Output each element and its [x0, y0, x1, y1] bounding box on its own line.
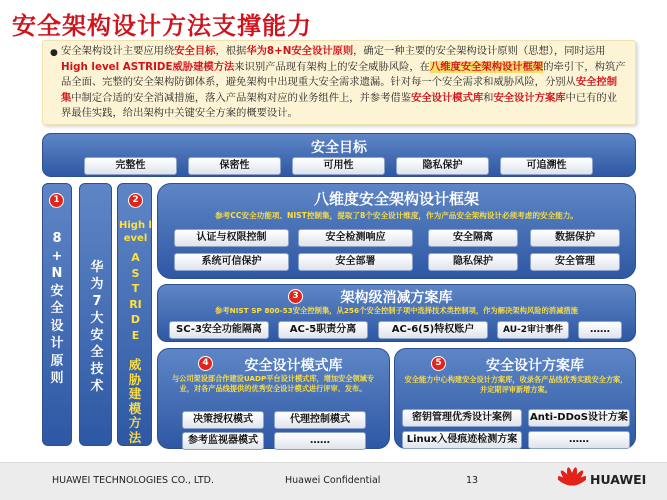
- technologies-label: 华为7大安全技术: [90, 260, 104, 394]
- solutions-subtitle: 安全能力中心构建安全设计方案库，收录各产品线优秀实践安全方案，并定期评审新增方案。: [404, 375, 628, 394]
- mit-more: ……: [578, 321, 622, 339]
- intro-highlight-segment: 安全目标: [174, 45, 216, 57]
- page-title: 安全架构设计方法支撑能力: [12, 12, 312, 40]
- goal-availability: 可用性: [292, 157, 385, 175]
- intro-text-segment: 的牵引下，构筑产品全面、完整的安全架构防御体系，避免架构中出现重大安全需求遗漏。针对每一个安全需求和威胁风险，分别从: [61, 60, 626, 88]
- goal-traceability: 可追溯性: [500, 157, 593, 175]
- patterns-subtitle: 与公司架设部合作建设UADP平台设计模式库，增加安全领域专业，对各产品线提供的优秀安全设计模式进行评审、发布。: [171, 374, 375, 393]
- mitigation-subtitle: 参考NIST SP 800-53安全控制集，从256个安全控制子项中选择技术类控制项，作为解决架构风险的消减措施: [215, 306, 578, 315]
- solutions-panel: [394, 348, 636, 449]
- footer-company: HUAWEI TECHNOLOGIES CO., LTD.: [52, 475, 215, 486]
- goal-privacy: 隐私保护: [396, 157, 489, 175]
- framework-panel: [157, 183, 636, 279]
- fw-management: 安全管理: [530, 253, 620, 271]
- bullet-icon: ●: [50, 48, 58, 58]
- mit-sc3: SC-3安全功能隔离: [169, 321, 269, 339]
- fw-detect: 安全检测响应: [298, 229, 413, 247]
- pattern-more: ……: [274, 432, 366, 450]
- mit-ac6: AC-6(5)特权账户: [378, 321, 488, 339]
- solution-key-mgmt: 密钥管理优秀设计案例: [402, 409, 522, 427]
- intro-text-segment: 中制定合适的安全消减措施，落入产品架构对应的业务组件上，并参考借鉴: [71, 91, 412, 104]
- intro-text-segment: 中已有的业界最佳实践，给出架构中关键安全方案的概要设计。: [61, 91, 618, 119]
- badge-5: 5: [431, 356, 446, 371]
- badge-3: 3: [288, 289, 303, 304]
- intro-highlight-segment: 安全设计方案库: [493, 91, 566, 104]
- astride-column: [117, 183, 152, 446]
- mit-au2: AU-2审计事件: [497, 321, 569, 339]
- patterns-title: 安全设计模式库: [244, 358, 343, 374]
- intro-text-segment: 安全架构设计主要应用绕: [61, 45, 175, 57]
- principles-column: [42, 183, 72, 446]
- fw-deploy: 安全部署: [298, 253, 413, 271]
- badge-4: 4: [198, 356, 213, 371]
- intro-highlight-segment: 华为8+N安全设计原则: [246, 45, 354, 57]
- fw-auth: 认证与权限控制: [174, 229, 289, 247]
- mitigation-panel: [157, 284, 636, 342]
- footer-confidential: Huawei Confidential: [285, 475, 381, 486]
- fw-data: 数据保护: [530, 229, 620, 247]
- solutions-title: 安全设计方案库: [486, 358, 584, 374]
- footer-page-number: 13: [466, 475, 479, 486]
- pattern-proxy: 代理控制模式: [274, 411, 366, 429]
- intro-paragraph: [61, 45, 626, 119]
- intro-highlight-segment: 八维度安全架构设计框架: [429, 60, 544, 73]
- intro-highlight-segment: 安全控制集: [61, 76, 618, 104]
- intro-highlight-segment: 安全设计模式库: [411, 91, 484, 104]
- badge-1: 1: [49, 193, 64, 208]
- solution-more: ……: [528, 431, 630, 449]
- mitigation-title: 架构级消减方案库: [340, 290, 453, 306]
- solution-linux-detect: Linux入侵痕迹检测方案: [402, 431, 522, 449]
- fw-trusted: 系统可信保护: [174, 253, 289, 271]
- technologies-column: [79, 183, 112, 446]
- astride-high-level: High level: [119, 220, 152, 244]
- security-goals-title: 安全目标: [311, 140, 367, 156]
- huawei-flower-icon: [558, 465, 586, 493]
- intro-box: [42, 40, 636, 125]
- mit-ac5: AC-5职责分离: [278, 321, 368, 339]
- goal-confidentiality: 保密性: [188, 157, 281, 175]
- fw-privacy: 隐私保护: [428, 253, 518, 271]
- framework-title: 八维度安全架构设计框架: [313, 190, 479, 208]
- pattern-decision: 决策授权模式: [182, 411, 264, 429]
- astride-letters: ASTRIDE: [129, 251, 142, 342]
- astride-method: 威胁建模方法: [128, 357, 142, 445]
- intro-text-segment: 和: [483, 91, 494, 104]
- goal-integrity: 完整性: [84, 157, 177, 175]
- intro-text-segment: 来识别产品现有架构上的安全威胁风险，在: [234, 60, 430, 73]
- intro-highlight-segment: High level ASTRIDE威胁建模方法: [61, 60, 235, 73]
- fw-isolation: 安全隔离: [428, 229, 518, 247]
- huawei-logo: [558, 465, 586, 493]
- footer-brand: HUAWEI: [590, 472, 647, 487]
- patterns-panel: [157, 348, 390, 449]
- intro-text-segment: ，确定一种主要的安全架构设计原则（思想），同时运用: [353, 45, 606, 57]
- badge-2: 2: [128, 193, 143, 208]
- principles-label: 8+N安全设计原则: [50, 231, 64, 386]
- pattern-reference-monitor: 参考监视器模式: [182, 432, 264, 450]
- intro-text-segment: ，根据: [215, 45, 247, 57]
- security-goals-panel: [42, 133, 636, 177]
- solution-anti-ddos: Anti-DDoS设计方案: [528, 409, 630, 427]
- framework-subtitle: 参考CC安全功能项、NIST控制集，提取了8个安全设计维度，作为产品安全架构设计必须考虑的安全能力。: [215, 211, 578, 220]
